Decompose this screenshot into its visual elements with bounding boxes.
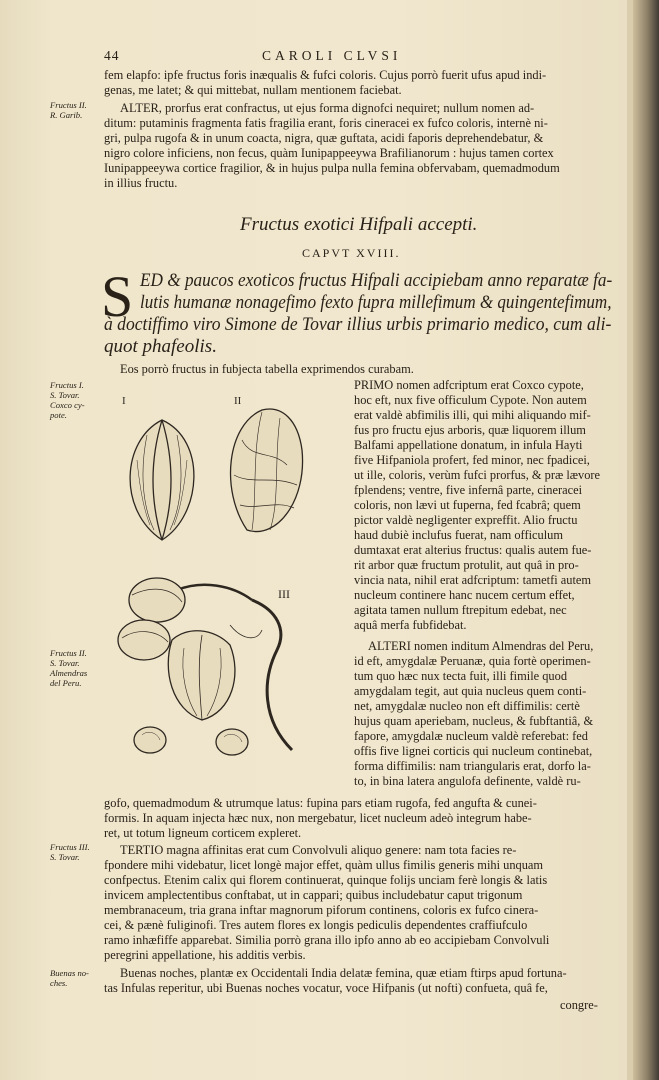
figure-label: II <box>234 395 242 407</box>
column-line: tum quo hæc nux tecta fuit, illi fimile quod <box>354 669 568 683</box>
column-line: fus pro fructu ejus arboris, quæ liquorem illum <box>354 423 586 437</box>
text-line: ret, ut totum ligneum corticem expleret. <box>104 826 302 840</box>
column-line: PRIMO nomen adfcriptum erat Coxco cypote, <box>354 378 584 392</box>
column-line: rit arbor quæ fructum protulit, aut quâ in pro- <box>354 558 579 572</box>
woodcut-illustration <box>102 390 348 760</box>
intro-line: lutis humanæ nonagefimo fexto fupra millefimum & quingentefimum, <box>140 292 612 313</box>
column-line: dumtaxat erat alterius fructus: qualis autem fue- <box>354 543 592 557</box>
catchword: congre- <box>560 998 598 1012</box>
column-line: fplendens; ventre, five infernâ parte, cineracei <box>354 483 583 497</box>
text-line: peregrini appellatione, his additis verbis. <box>104 948 306 962</box>
text-line: Iunipappeeywa cortice fragilior, & in hujus pulpa nulla femina obfervabam, quemadmodum <box>104 161 560 175</box>
text-line: confpectus. Etenim calix qui florem continuerat, quinque folijs unciam ferè longis & latis <box>104 873 548 887</box>
fruit-one-drawing <box>130 420 194 540</box>
column-line: nucleum continere hanc nucem certum effet, <box>354 588 575 602</box>
column-line: agitata tamen nullum ftrepitum edebat, nec <box>354 603 567 617</box>
column-line: to, in bina latera angulofa definente, valdè ru- <box>354 774 581 788</box>
text-line: fpondere mihi videbatur, licet longè major effet, quàm ullus fimilis generis mihi unquam <box>104 858 544 872</box>
column-line: vincia nata, nihil erat adfcriptum: tametfi autem <box>354 573 592 587</box>
margin-note: Fructus III. S. Tovar. <box>50 842 90 862</box>
text-line: in illius fructu. <box>104 176 178 190</box>
page-number: 44 <box>104 48 120 63</box>
column-line: Balfami appellatione donatum, in infula Hayti <box>354 438 583 452</box>
margin-note: Buenas no- ches. <box>50 968 89 988</box>
column-line: hoc eft, nux five officulum Cypote. Non autem <box>354 393 587 407</box>
intro-line: quot phafeolis. <box>104 336 217 357</box>
text-line: genas, me latet; & qui mittebat, nullam mentionem faciebat. <box>104 83 402 97</box>
text-line: TERTIO magna affinitas erat cum Convolvuli aliquo genere: nam tota facies re- <box>120 843 517 857</box>
column-line: ALTERI nomen inditum Almendras del Peru, <box>368 639 594 653</box>
text-line: invicem amplectentibus conftabat, ut in cappari; quibus includebatur caput trigonum <box>104 888 523 902</box>
column-line: forma diffimilis: nam triangularis erat, dorfo la- <box>354 759 591 773</box>
column-line: coloris, non lævi ut fuperna, fed fcabrâ; quem <box>354 498 581 512</box>
column-line: id eft, amygdalæ Peruanæ, quia fortè operimen- <box>354 654 591 668</box>
column-line: five Hifpaniola profert, fed minor, nec fpadicei, <box>354 453 590 467</box>
margin-note: Fructus II. R. Garib. <box>50 100 87 120</box>
column-line: aquâ merfa fubfidebat. <box>354 618 467 632</box>
column-line: hujus quam aperiebam, nucleus, & fubftantiâ, & <box>354 714 594 728</box>
book-spine-edge <box>633 0 659 1080</box>
fruit-two-drawing <box>231 409 303 531</box>
column-line: fapore, amygdalæ nucleum valdè referebat: fed <box>354 729 588 743</box>
chapter-heading: CAPVT XVIII. <box>302 246 401 260</box>
lead-line: Eos porrò fructus in fubjecta tabella exprimendos curabam. <box>120 362 414 376</box>
text-line: cei, & pænè fuliginofi. Tres autem flores ex longis pediculis dependentes craffiufculo <box>104 918 528 932</box>
text-line: ramo inhæfiffe apparebat. Similia porrò grana illo ipfo anno ab eo accipiebam Convolvuli <box>104 933 550 947</box>
figure-label: I <box>122 395 126 407</box>
margin-note: Fructus I. S. Tovar. Coxco cy- pote. <box>50 380 85 420</box>
text-line: membranaceum, tria grana inftar magnorum piforum continens, coloris ex fufco cinera- <box>104 903 539 917</box>
text-line: fem elapfo: ipfe fructus foris inæqualis & fufci coloris. Cujus porrò fuerit ufus apud indi- <box>104 68 547 82</box>
intro-line: à doctiffimo viro Simone de Tovar illius urbis primario medico, cum ali- <box>104 314 612 335</box>
running-title: CAROLI CLVSI <box>262 48 402 63</box>
drop-capital: S <box>101 264 134 329</box>
text-line: gri, pulpa rugofa & in unum coacta, nigra, quæ guftata, acidi faporis deprehendebatur, & <box>104 131 544 145</box>
column-line: pictor valdè negligenter expreffit. Alio fructu <box>354 513 578 527</box>
text-line: formis. In aquam injecta hæc nux, non mergebatur, licet nucleum adeò integrum habe- <box>104 811 532 825</box>
column-line: ut ille, coloris, verùm fufci prorfus, & præ lævore <box>354 468 601 482</box>
column-line: erat valdè abfimilis illi, qui mihi aliquando mif- <box>354 408 591 422</box>
convolvulus-drawing <box>118 578 292 755</box>
text-line: gofo, quemadmodum & utrumque latus: fupina pars etiam rugofa, fed angufta & cunei- <box>104 796 537 810</box>
intro-line: ED & paucos exoticos fructus Hifpali accipiebam anno reparatæ fa- <box>140 270 613 291</box>
text-line: tas Infulas reperitur, ubi Buenas noches vocatur, voce Hifpanis (ut nofti) confueta, quâ fe, <box>104 981 548 995</box>
section-title: Fructus exotici Hifpali accepti. <box>240 214 478 235</box>
column-line: amygdalam tegit, aut quia nucleus quem conti- <box>354 684 587 698</box>
margin-note: Fructus II. S. Tovar. Almendras del Peru. <box>50 648 88 688</box>
text-line: ALTER, prorfus erat confractus, ut ejus forma dignofci nequiret; nullum nomen ad- <box>120 101 535 115</box>
column-line: haud dubiè inclufus fuerat, nam officulum <box>354 528 563 542</box>
figure-label: III <box>278 587 290 601</box>
text-line: Buenas noches, plantæ ex Occidentali India delatæ femina, quæ etiam ftirps apud fortuna- <box>120 966 567 980</box>
column-line: offis five lignei corticis qui nucleum continebat, <box>354 744 593 758</box>
column-line: net, amygdalæ nucleo non eft diffimilis: certè <box>354 699 580 713</box>
text-line: ditum: putaminis fragmenta fatis fragilia erant, foris cineracei ex fufco coloris, internè ni- <box>104 116 548 130</box>
text-line: nigro colore inficiens, non fecus, quàm Iunipappeeywa Brafilianorum : hujus tamen cortex <box>104 146 554 160</box>
